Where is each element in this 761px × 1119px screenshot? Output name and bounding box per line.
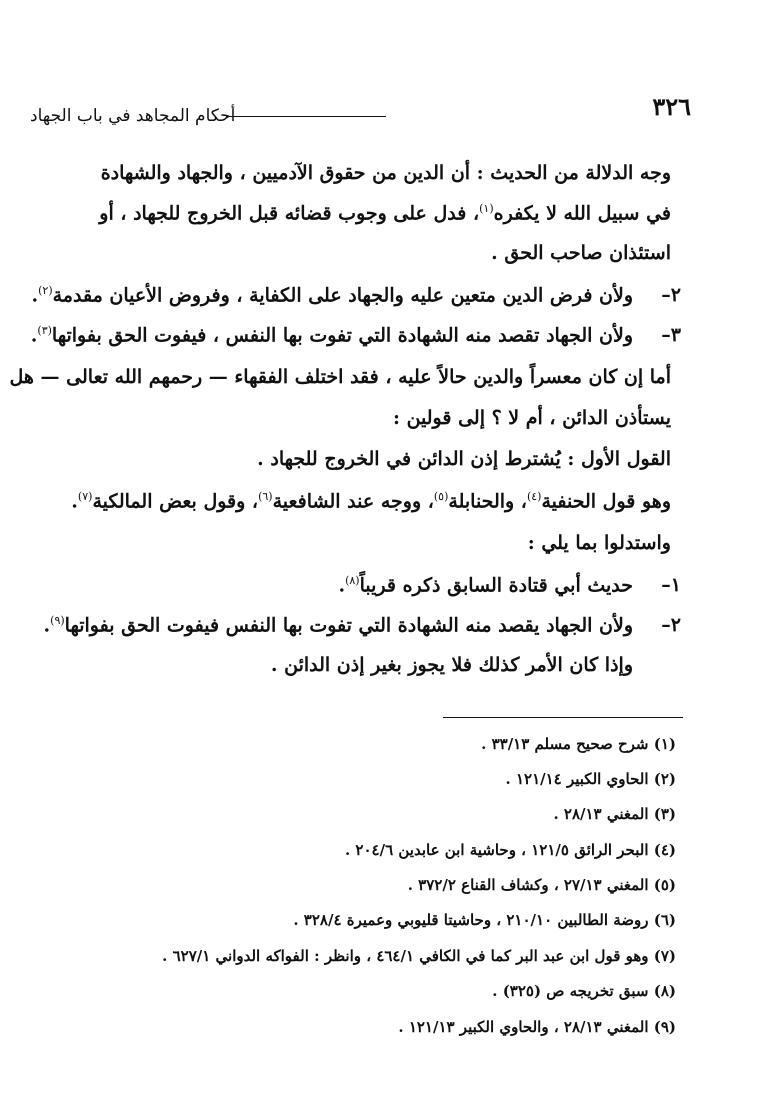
- opinion-heading: القول الأول : يُشترط إذن الدائن في الخروج للجهاد .: [257, 448, 671, 470]
- header-rule: [226, 116, 386, 117]
- paragraph-line: أما إن كان معسراً والدين حالاً عليه ، فقد اختلف الفقهاء — رحمهم الله تعالى — هل: [9, 366, 671, 388]
- list-item: ١–حديث أبي قتادة السابق ذكره قريباً$^{(٨)}$.: [338, 574, 681, 597]
- footnote: (٣) المغني ٢٨/١٣ .: [553, 805, 676, 823]
- footnote-ref: (٦): [258, 490, 273, 503]
- footnote-ref: (٥): [433, 490, 449, 503]
- footnote-ref: (٤): [526, 490, 542, 503]
- footnote: (١) شرح صحيح مسلم ٣٣/١٣ .: [481, 735, 676, 753]
- main-text: [9, 150, 681, 700]
- footnote: (٧) وهو قول ابن عبد البر كما في الكافي ٤٦٤/١ ، وانظر : الفواكه الدواني ٦٢٧/١ .: [162, 947, 676, 965]
- list-item: ٣–ولأن الجهاد تقصد منه الشهادة التي تفوت بها النفس ، فيفوت الحق بفواتها$^{(٣)}$.: [30, 324, 681, 347]
- footnote: (٨) سبق تخريجه ص (٣٢٥) .: [492, 982, 676, 1000]
- footnote-separator: [443, 717, 683, 718]
- footnote-ref: (٨): [345, 574, 360, 587]
- paragraph-line: في سبيل الله لا يكفره$^{(١)}$، فدل على وجوب قضائه قبل الخروج للجهاد ، أو: [99, 202, 671, 225]
- footnotes: [60, 735, 676, 1055]
- item-number: ٢–: [661, 284, 681, 307]
- running-title: أحكام المجاهد في باب الجهاد: [30, 106, 236, 126]
- paragraph-line: وهو قول الحنفية$^{(٤)}$، والحنابلة$^{(٥)}$، ووجه عند الشافعية$^{(٦)}$، وقول بعض المالكية$^{(٧)}$.: [71, 490, 671, 513]
- footnote-ref: (٣): [37, 324, 52, 337]
- list-item: ٢–ولأن الجهاد يقصد منه الشهادة التي تفوت بها النفس فيفوت الحق بفواتها$^{(٩)}$.: [43, 614, 681, 637]
- item-number: ٢–: [661, 614, 681, 637]
- item-number: ١–: [661, 574, 681, 597]
- paragraph-line: استئذان صاحب الحق .: [491, 242, 671, 264]
- paragraph-line: واستدلوا بما يلي :: [527, 532, 671, 554]
- footnote: (٦) روضة الطالبين ٢١٠/١٠ ، وحاشيتا قليوبي وعميرة ٣٢٨/٤ .: [293, 911, 676, 929]
- page-number: ٣٢٦: [652, 92, 691, 121]
- page-header: [30, 92, 691, 132]
- footnote: (٤) البحر الرائق ١٢١/٥ ، وحاشية ابن عابدين ٢٠٤/٦ .: [344, 841, 676, 859]
- paragraph-line: يستأذن الدائن ، أم لا ؟ إلى قولين :: [392, 407, 671, 429]
- footnote-ref: (٩): [50, 614, 65, 627]
- paragraph-line: وجه الدلالة من الحديث : أن الدين من حقوق الآدميين ، والجهاد والشهادة: [100, 162, 671, 184]
- list-item: ٢–ولأن فرض الدين متعين عليه والجهاد على الكفاية ، وفروض الأعيان مقدمة$^{(٢)}$.: [31, 284, 681, 307]
- item-number: ٣–: [661, 324, 681, 347]
- paragraph-line: وإذا كان الأمر كذلك فلا يجوز بغير إذن الدائن .: [270, 654, 633, 676]
- footnote: (٩) المغني ٢٨/١٣ ، والحاوي الكبير ١٢١/١٣ .: [398, 1018, 676, 1036]
- footnote-ref: (٧): [77, 490, 93, 503]
- footnote-ref: (١): [479, 202, 494, 215]
- footnote: (٢) الحاوي الكبير ١٢١/١٤ .: [505, 770, 676, 788]
- footnote: (٥) المغني ٢٧/١٣ ، وكشاف القناع ٣٧٢/٢ .: [407, 876, 676, 894]
- footnote-ref: (٢): [38, 284, 53, 297]
